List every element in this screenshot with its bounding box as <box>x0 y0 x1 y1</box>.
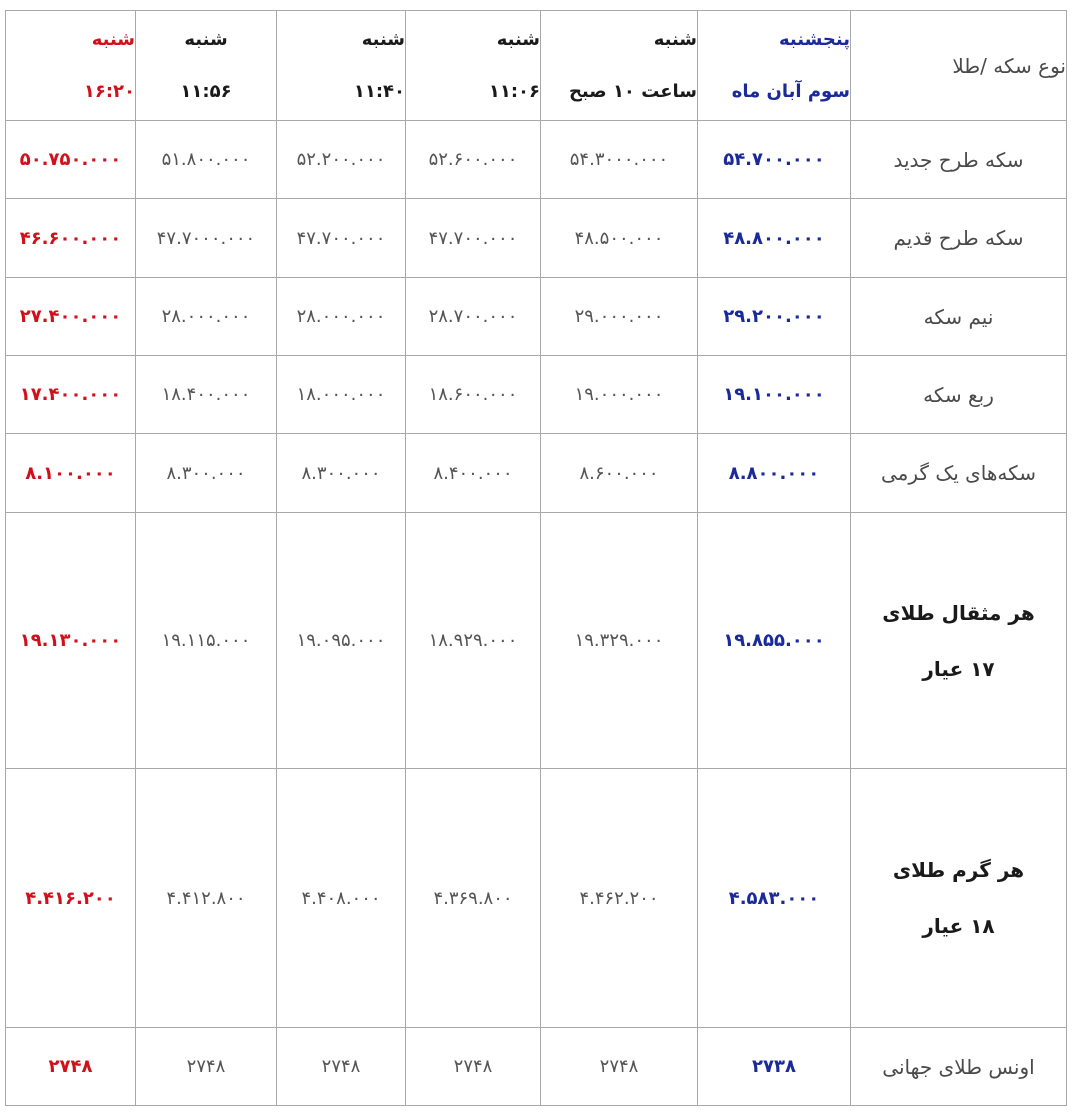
price-cell: ۲۸.۰۰۰.۰۰۰ <box>277 278 406 356</box>
row-label: اونس طلای جهانی <box>851 1028 1067 1106</box>
column-time: ۱۱:۰۶ <box>488 80 540 102</box>
price-cell: ۴۷.۷۰۰۰.۰۰۰ <box>136 199 277 278</box>
price-cell: ۵۰.۷۵۰.۰۰۰ <box>6 121 136 199</box>
price-cell: ۴۸.۸۰۰.۰۰۰ <box>698 199 851 278</box>
row-label-line1: هر گرم طلای <box>892 858 1025 882</box>
price-cell: ۱۹.۰۰۰.۰۰۰ <box>541 356 698 434</box>
price-cell: ۱۸.۶۰۰.۰۰۰ <box>406 356 541 434</box>
price-cell: ۲۹.۲۰۰.۰۰۰ <box>698 278 851 356</box>
column-time: ۱۶:۲۰ <box>83 80 135 102</box>
price-cell: ۴.۴۱۶.۲۰۰ <box>6 769 136 1028</box>
table-row <box>6 1028 1067 1106</box>
price-cell: ۸.۳۰۰.۰۰۰ <box>277 434 406 513</box>
column-header-text <box>277 14 405 118</box>
table-row <box>6 356 1067 434</box>
table-row <box>6 513 1067 769</box>
price-cell: ۸.۸۰۰.۰۰۰ <box>698 434 851 513</box>
price-cell: ۵۴.۷۰۰.۰۰۰ <box>698 121 851 199</box>
price-cell: ۴.۴۰۸.۰۰۰ <box>277 769 406 1028</box>
column-time: ساعت ۱۰ صبح <box>568 80 697 102</box>
row-label <box>851 769 1067 1028</box>
price-cell: ۲۷۴۸ <box>541 1028 698 1106</box>
price-cell: ۸.۳۰۰.۰۰۰ <box>136 434 277 513</box>
price-cell: ۵۴.۳۰۰۰.۰۰۰ <box>541 121 698 199</box>
price-cell: ۱۷.۴۰۰.۰۰۰ <box>6 356 136 434</box>
price-cell: ۲۷۴۸ <box>406 1028 541 1106</box>
item-type-header: نوع سکه /طلا <box>952 53 1066 78</box>
price-cell: ۵۲.۲۰۰.۰۰۰ <box>277 121 406 199</box>
column-header-text <box>6 14 135 118</box>
column-header-sat-1106 <box>406 11 541 121</box>
column-header-text <box>136 14 276 118</box>
price-cell: ۱۹.۰۹۵.۰۰۰ <box>277 513 406 769</box>
price-cell: ۴۷.۷۰۰.۰۰۰ <box>406 199 541 278</box>
column-time: ۱۱:۴۰ <box>353 80 405 102</box>
price-cell: ۴۸.۵۰۰.۰۰۰ <box>541 199 698 278</box>
price-cell: ۵۲.۶۰۰.۰۰۰ <box>406 121 541 199</box>
column-header-text <box>698 14 850 118</box>
column-time: ۱۱:۵۶ <box>180 80 232 102</box>
column-day: شنبه <box>361 28 405 50</box>
table-row <box>6 434 1067 513</box>
price-cell: ۴۷.۷۰۰.۰۰۰ <box>277 199 406 278</box>
price-cell: ۸.۶۰۰.۰۰۰ <box>541 434 698 513</box>
price-cell: ۲۷۴۸ <box>6 1028 136 1106</box>
price-cell: ۲۸.۰۰۰.۰۰۰ <box>136 278 277 356</box>
column-day: پنجشنبه <box>778 28 850 50</box>
price-cell: ۱۹.۱۰۰.۰۰۰ <box>698 356 851 434</box>
price-cell: ۲۸.۷۰۰.۰۰۰ <box>406 278 541 356</box>
header-row <box>6 11 1067 121</box>
column-header-sat-1156 <box>136 11 277 121</box>
column-header-thu-aban3 <box>698 11 851 121</box>
row-label: سکه‌های یک گرمی <box>851 434 1067 513</box>
price-cell: ۲۷۴۸ <box>136 1028 277 1106</box>
column-time: سوم آبان ماه <box>731 80 850 102</box>
table-row <box>6 121 1067 199</box>
row-label <box>851 513 1067 769</box>
table-row <box>6 199 1067 278</box>
price-cell: ۲۷۴۸ <box>277 1028 406 1106</box>
column-header-text <box>406 14 540 118</box>
column-day: شنبه <box>184 28 228 50</box>
column-header-sat-10am <box>541 11 698 121</box>
column-day: شنبه <box>91 28 135 50</box>
column-day: شنبه <box>496 28 540 50</box>
column-header-text <box>541 14 697 118</box>
price-cell: ۸.۱۰۰.۰۰۰ <box>6 434 136 513</box>
column-header-sat-1620 <box>6 11 136 121</box>
row-label-line2: ۱۷ عیار <box>922 656 995 681</box>
price-cell: ۱۹.۱۳۰.۰۰۰ <box>6 513 136 769</box>
column-day: شنبه <box>653 28 697 50</box>
corner-header-cell <box>851 11 1067 121</box>
price-cell: ۴.۳۶۹.۸۰۰ <box>406 769 541 1028</box>
price-cell: ۸.۴۰۰.۰۰۰ <box>406 434 541 513</box>
price-cell: ۴.۴۶۲.۲۰۰ <box>541 769 698 1028</box>
column-header-sat-1140 <box>277 11 406 121</box>
price-cell: ۱۹.۸۵۵.۰۰۰ <box>698 513 851 769</box>
price-cell: ۱۸.۰۰۰.۰۰۰ <box>277 356 406 434</box>
price-cell: ۱۸.۹۲۹.۰۰۰ <box>406 513 541 769</box>
price-cell: ۱۸.۴۰۰.۰۰۰ <box>136 356 277 434</box>
row-label-line2: ۱۸ عیار <box>922 914 995 938</box>
price-cell: ۴.۵۸۳.۰۰۰ <box>698 769 851 1028</box>
row-label-line1: هر مثقال طلای <box>882 600 1035 625</box>
price-cell: ۲۹.۰۰۰.۰۰۰ <box>541 278 698 356</box>
row-label: سکه طرح جدید <box>851 121 1067 199</box>
price-cell: ۱۹.۱۱۵.۰۰۰ <box>136 513 277 769</box>
price-cell: ۲۷۳۸ <box>698 1028 851 1106</box>
row-label: نیم سکه <box>851 278 1067 356</box>
gold-coin-price-table <box>5 10 1067 1106</box>
table-row <box>6 769 1067 1028</box>
price-cell: ۲۷.۴۰۰.۰۰۰ <box>6 278 136 356</box>
row-label: سکه طرح قدیم <box>851 199 1067 278</box>
price-cell: ۴۶.۶۰۰.۰۰۰ <box>6 199 136 278</box>
table-row <box>6 278 1067 356</box>
price-cell: ۴.۴۱۲.۸۰۰ <box>136 769 277 1028</box>
row-label: ربع سکه <box>851 356 1067 434</box>
price-cell: ۵۱.۸۰۰.۰۰۰ <box>136 121 277 199</box>
price-cell: ۱۹.۳۲۹.۰۰۰ <box>541 513 698 769</box>
